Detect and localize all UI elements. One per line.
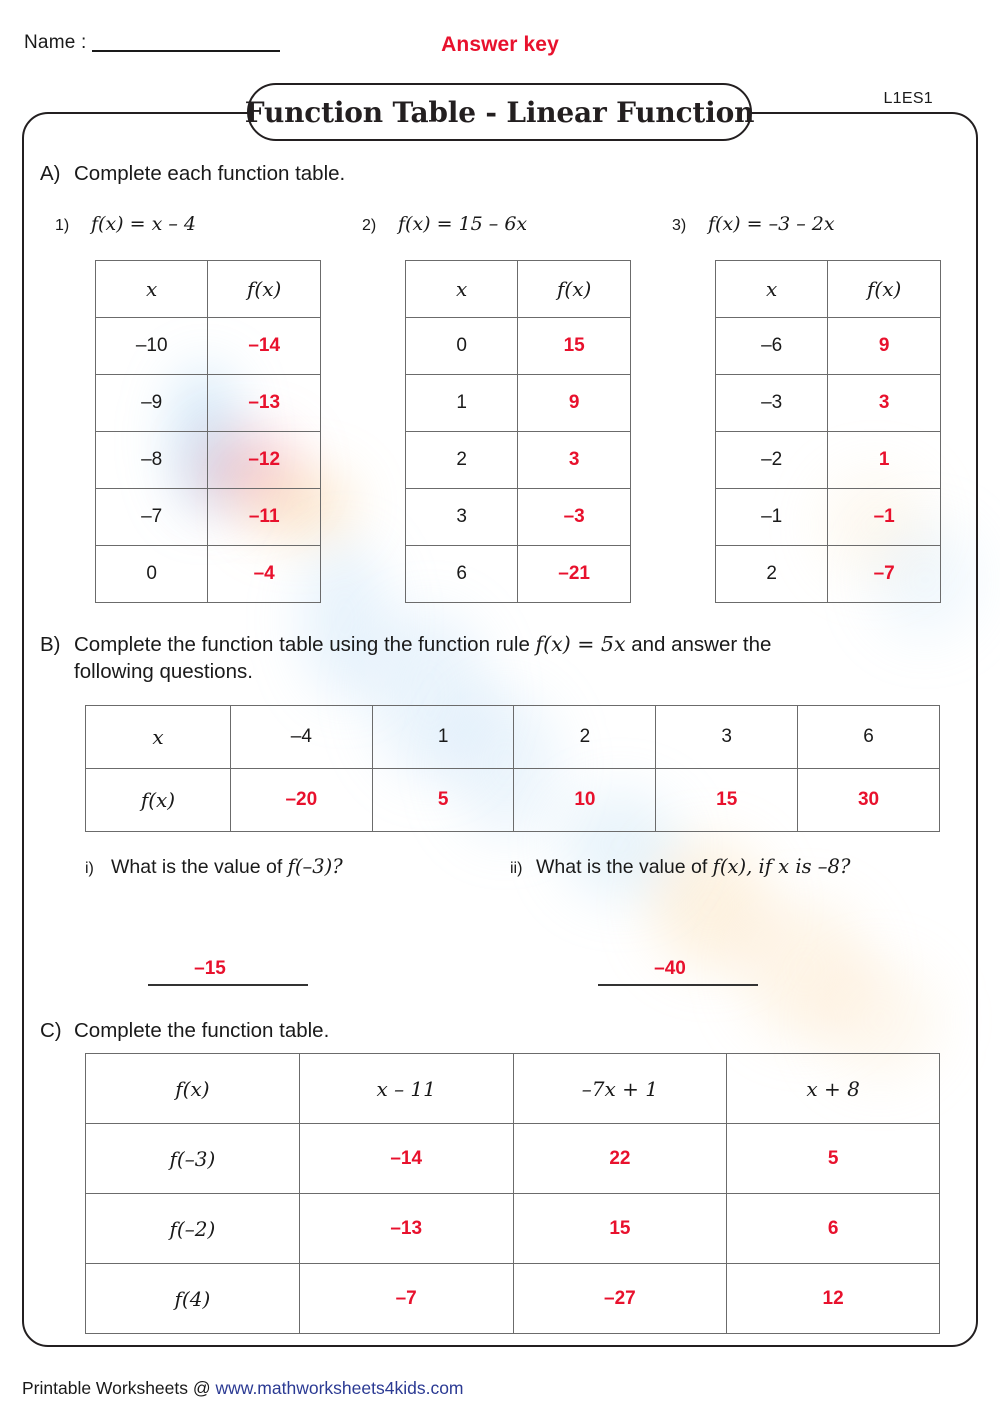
row-label-fx: f(–2) bbox=[86, 1194, 300, 1264]
problem-1-number: 1) bbox=[55, 217, 70, 234]
table-header-x: x bbox=[96, 261, 208, 318]
table-row bbox=[716, 375, 941, 432]
question-i-answer[interactable]: –15 bbox=[194, 958, 226, 979]
table-header-x: x bbox=[406, 261, 518, 318]
problem-2-rule-row bbox=[362, 213, 527, 236]
section-b-rule: f(x) = 5x bbox=[535, 632, 626, 656]
section-a-instruction: Complete each function table. bbox=[74, 162, 346, 185]
table-row bbox=[406, 546, 631, 603]
question-ii-number: ii) bbox=[510, 860, 523, 877]
cell-x: 3 bbox=[406, 489, 518, 546]
section-b-instruction: Complete the function table using the function rule f(x) = 5x and answer the following questions. bbox=[74, 632, 772, 683]
row-label-x: x bbox=[86, 706, 231, 769]
section-c-instruction: Complete the function table. bbox=[74, 1019, 330, 1042]
footer bbox=[22, 1378, 464, 1399]
cell-x: –2 bbox=[716, 432, 828, 489]
problem-3-rule: f(x) = –3 – 2x bbox=[708, 213, 835, 235]
question-ii-row bbox=[510, 855, 850, 879]
cell-x: –3 bbox=[716, 375, 828, 432]
cell-x: –10 bbox=[96, 318, 208, 375]
cell-fx[interactable]: 9 bbox=[518, 375, 631, 432]
section-a-letter: A) bbox=[40, 162, 61, 185]
cell-value[interactable]: –27 bbox=[513, 1264, 727, 1334]
cell-fx[interactable]: –12 bbox=[208, 432, 321, 489]
cell-x: –1 bbox=[716, 489, 828, 546]
table-row bbox=[96, 261, 321, 318]
cell-x: 6 bbox=[406, 546, 518, 603]
problem-2-number: 2) bbox=[362, 217, 377, 234]
cell-value[interactable]: 6 bbox=[727, 1194, 940, 1264]
cell-fx[interactable]: 15 bbox=[518, 318, 631, 375]
cell-x: 0 bbox=[406, 318, 518, 375]
function-table-2 bbox=[405, 260, 631, 603]
table-row bbox=[86, 1194, 940, 1264]
cell-value[interactable]: –14 bbox=[299, 1124, 513, 1194]
page-title: Function Table - Linear Function bbox=[244, 95, 755, 129]
name-label: Name : bbox=[24, 32, 87, 53]
footer-url-link[interactable]: www.mathworksheets4kids.com bbox=[215, 1378, 464, 1398]
question-i-number: i) bbox=[85, 860, 94, 877]
cell-x: 3 bbox=[656, 706, 798, 769]
cell-fx[interactable]: –7 bbox=[828, 546, 941, 603]
table-row bbox=[406, 432, 631, 489]
cell-value[interactable]: 5 bbox=[727, 1124, 940, 1194]
section-c-heading bbox=[40, 1017, 329, 1044]
table-row bbox=[96, 546, 321, 603]
cell-fx[interactable]: 10 bbox=[514, 769, 656, 832]
table-row bbox=[96, 318, 321, 375]
table-row bbox=[716, 432, 941, 489]
function-table-b bbox=[85, 705, 940, 832]
question-i-row bbox=[85, 855, 343, 879]
cell-x: 2 bbox=[514, 706, 656, 769]
table-row bbox=[96, 375, 321, 432]
table-row bbox=[96, 432, 321, 489]
table-row bbox=[716, 318, 941, 375]
column-header-rule: x + 8 bbox=[727, 1054, 940, 1124]
cell-x: 0 bbox=[96, 546, 208, 603]
table-header-fx: f(x) bbox=[518, 261, 631, 318]
cell-fx[interactable]: –20 bbox=[230, 769, 372, 832]
table-row bbox=[86, 1054, 940, 1124]
table-row bbox=[406, 261, 631, 318]
row-label-fx: f(x) bbox=[86, 769, 231, 832]
table-row bbox=[406, 489, 631, 546]
cell-fx[interactable]: 1 bbox=[828, 432, 941, 489]
sheet-code-label: L1ES1 bbox=[883, 90, 933, 107]
question-ii-answer-line[interactable] bbox=[598, 984, 758, 986]
cell-fx[interactable]: 5 bbox=[372, 769, 514, 832]
section-b-heading bbox=[40, 631, 940, 685]
question-i-answer-line[interactable] bbox=[148, 984, 308, 986]
function-table-1 bbox=[95, 260, 321, 603]
problem-1-rule-row bbox=[55, 213, 196, 236]
footer-text: Printable Worksheets @ bbox=[22, 1378, 216, 1398]
cell-fx[interactable]: 30 bbox=[798, 769, 940, 832]
problem-3-rule-row bbox=[672, 213, 835, 236]
function-table-c bbox=[85, 1053, 940, 1334]
cell-fx[interactable]: 15 bbox=[656, 769, 798, 832]
cell-fx[interactable]: 9 bbox=[828, 318, 941, 375]
table-row bbox=[406, 375, 631, 432]
worksheet-title-pill bbox=[244, 83, 755, 141]
table-header-fx: f(x) bbox=[208, 261, 321, 318]
cell-x: 2 bbox=[406, 432, 518, 489]
table-row bbox=[86, 1264, 940, 1334]
cell-x: –7 bbox=[96, 489, 208, 546]
column-header-rule: x – 11 bbox=[299, 1054, 513, 1124]
function-table-3 bbox=[715, 260, 941, 603]
cell-value[interactable]: –13 bbox=[299, 1194, 513, 1264]
cell-value[interactable]: –7 bbox=[299, 1264, 513, 1334]
cell-fx[interactable]: –4 bbox=[208, 546, 321, 603]
cell-x: 2 bbox=[716, 546, 828, 603]
problem-2-rule: f(x) = 15 – 6x bbox=[398, 213, 528, 235]
cell-fx[interactable]: 3 bbox=[828, 375, 941, 432]
section-b-instruction-line2: following questions. bbox=[74, 660, 253, 683]
corner-label-fx: f(x) bbox=[86, 1054, 300, 1124]
cell-fx[interactable]: –14 bbox=[208, 318, 321, 375]
column-header-rule: –7x + 1 bbox=[513, 1054, 727, 1124]
cell-value[interactable]: 22 bbox=[513, 1124, 727, 1194]
cell-value[interactable]: 12 bbox=[727, 1264, 940, 1334]
table-row bbox=[406, 318, 631, 375]
table-row bbox=[716, 489, 941, 546]
table-row bbox=[96, 489, 321, 546]
row-label-fx: f(–3) bbox=[86, 1124, 300, 1194]
table-row bbox=[86, 769, 940, 832]
cell-fx[interactable]: –13 bbox=[208, 375, 321, 432]
table-header-x: x bbox=[716, 261, 828, 318]
table-header-fx: f(x) bbox=[828, 261, 941, 318]
cell-x: –6 bbox=[716, 318, 828, 375]
cell-fx[interactable]: –21 bbox=[518, 546, 631, 603]
table-row bbox=[716, 546, 941, 603]
table-row bbox=[86, 706, 940, 769]
question-ii-text: What is the value of f(x), if x is –8? bbox=[536, 855, 851, 878]
section-a-heading bbox=[40, 160, 345, 187]
cell-fx[interactable]: –3 bbox=[518, 489, 631, 546]
cell-x: –4 bbox=[230, 706, 372, 769]
answer-key-label: Answer key bbox=[441, 33, 559, 56]
row-label-fx: f(4) bbox=[86, 1264, 300, 1334]
cell-fx[interactable]: 3 bbox=[518, 432, 631, 489]
cell-fx[interactable]: –11 bbox=[208, 489, 321, 546]
table-row bbox=[716, 261, 941, 318]
cell-x: 6 bbox=[798, 706, 940, 769]
table-row bbox=[86, 1124, 940, 1194]
problem-1-rule: f(x) = x – 4 bbox=[91, 213, 196, 235]
question-i-text: What is the value of f(–3)? bbox=[111, 855, 343, 878]
section-c-letter: C) bbox=[40, 1019, 62, 1042]
cell-x: 1 bbox=[372, 706, 514, 769]
cell-fx[interactable]: –1 bbox=[828, 489, 941, 546]
cell-value[interactable]: 15 bbox=[513, 1194, 727, 1264]
problem-3-number: 3) bbox=[672, 217, 687, 234]
question-ii-answer[interactable]: –40 bbox=[654, 958, 686, 979]
cell-x: –9 bbox=[96, 375, 208, 432]
cell-x: –8 bbox=[96, 432, 208, 489]
section-b-letter: B) bbox=[40, 633, 61, 656]
cell-x: 1 bbox=[406, 375, 518, 432]
